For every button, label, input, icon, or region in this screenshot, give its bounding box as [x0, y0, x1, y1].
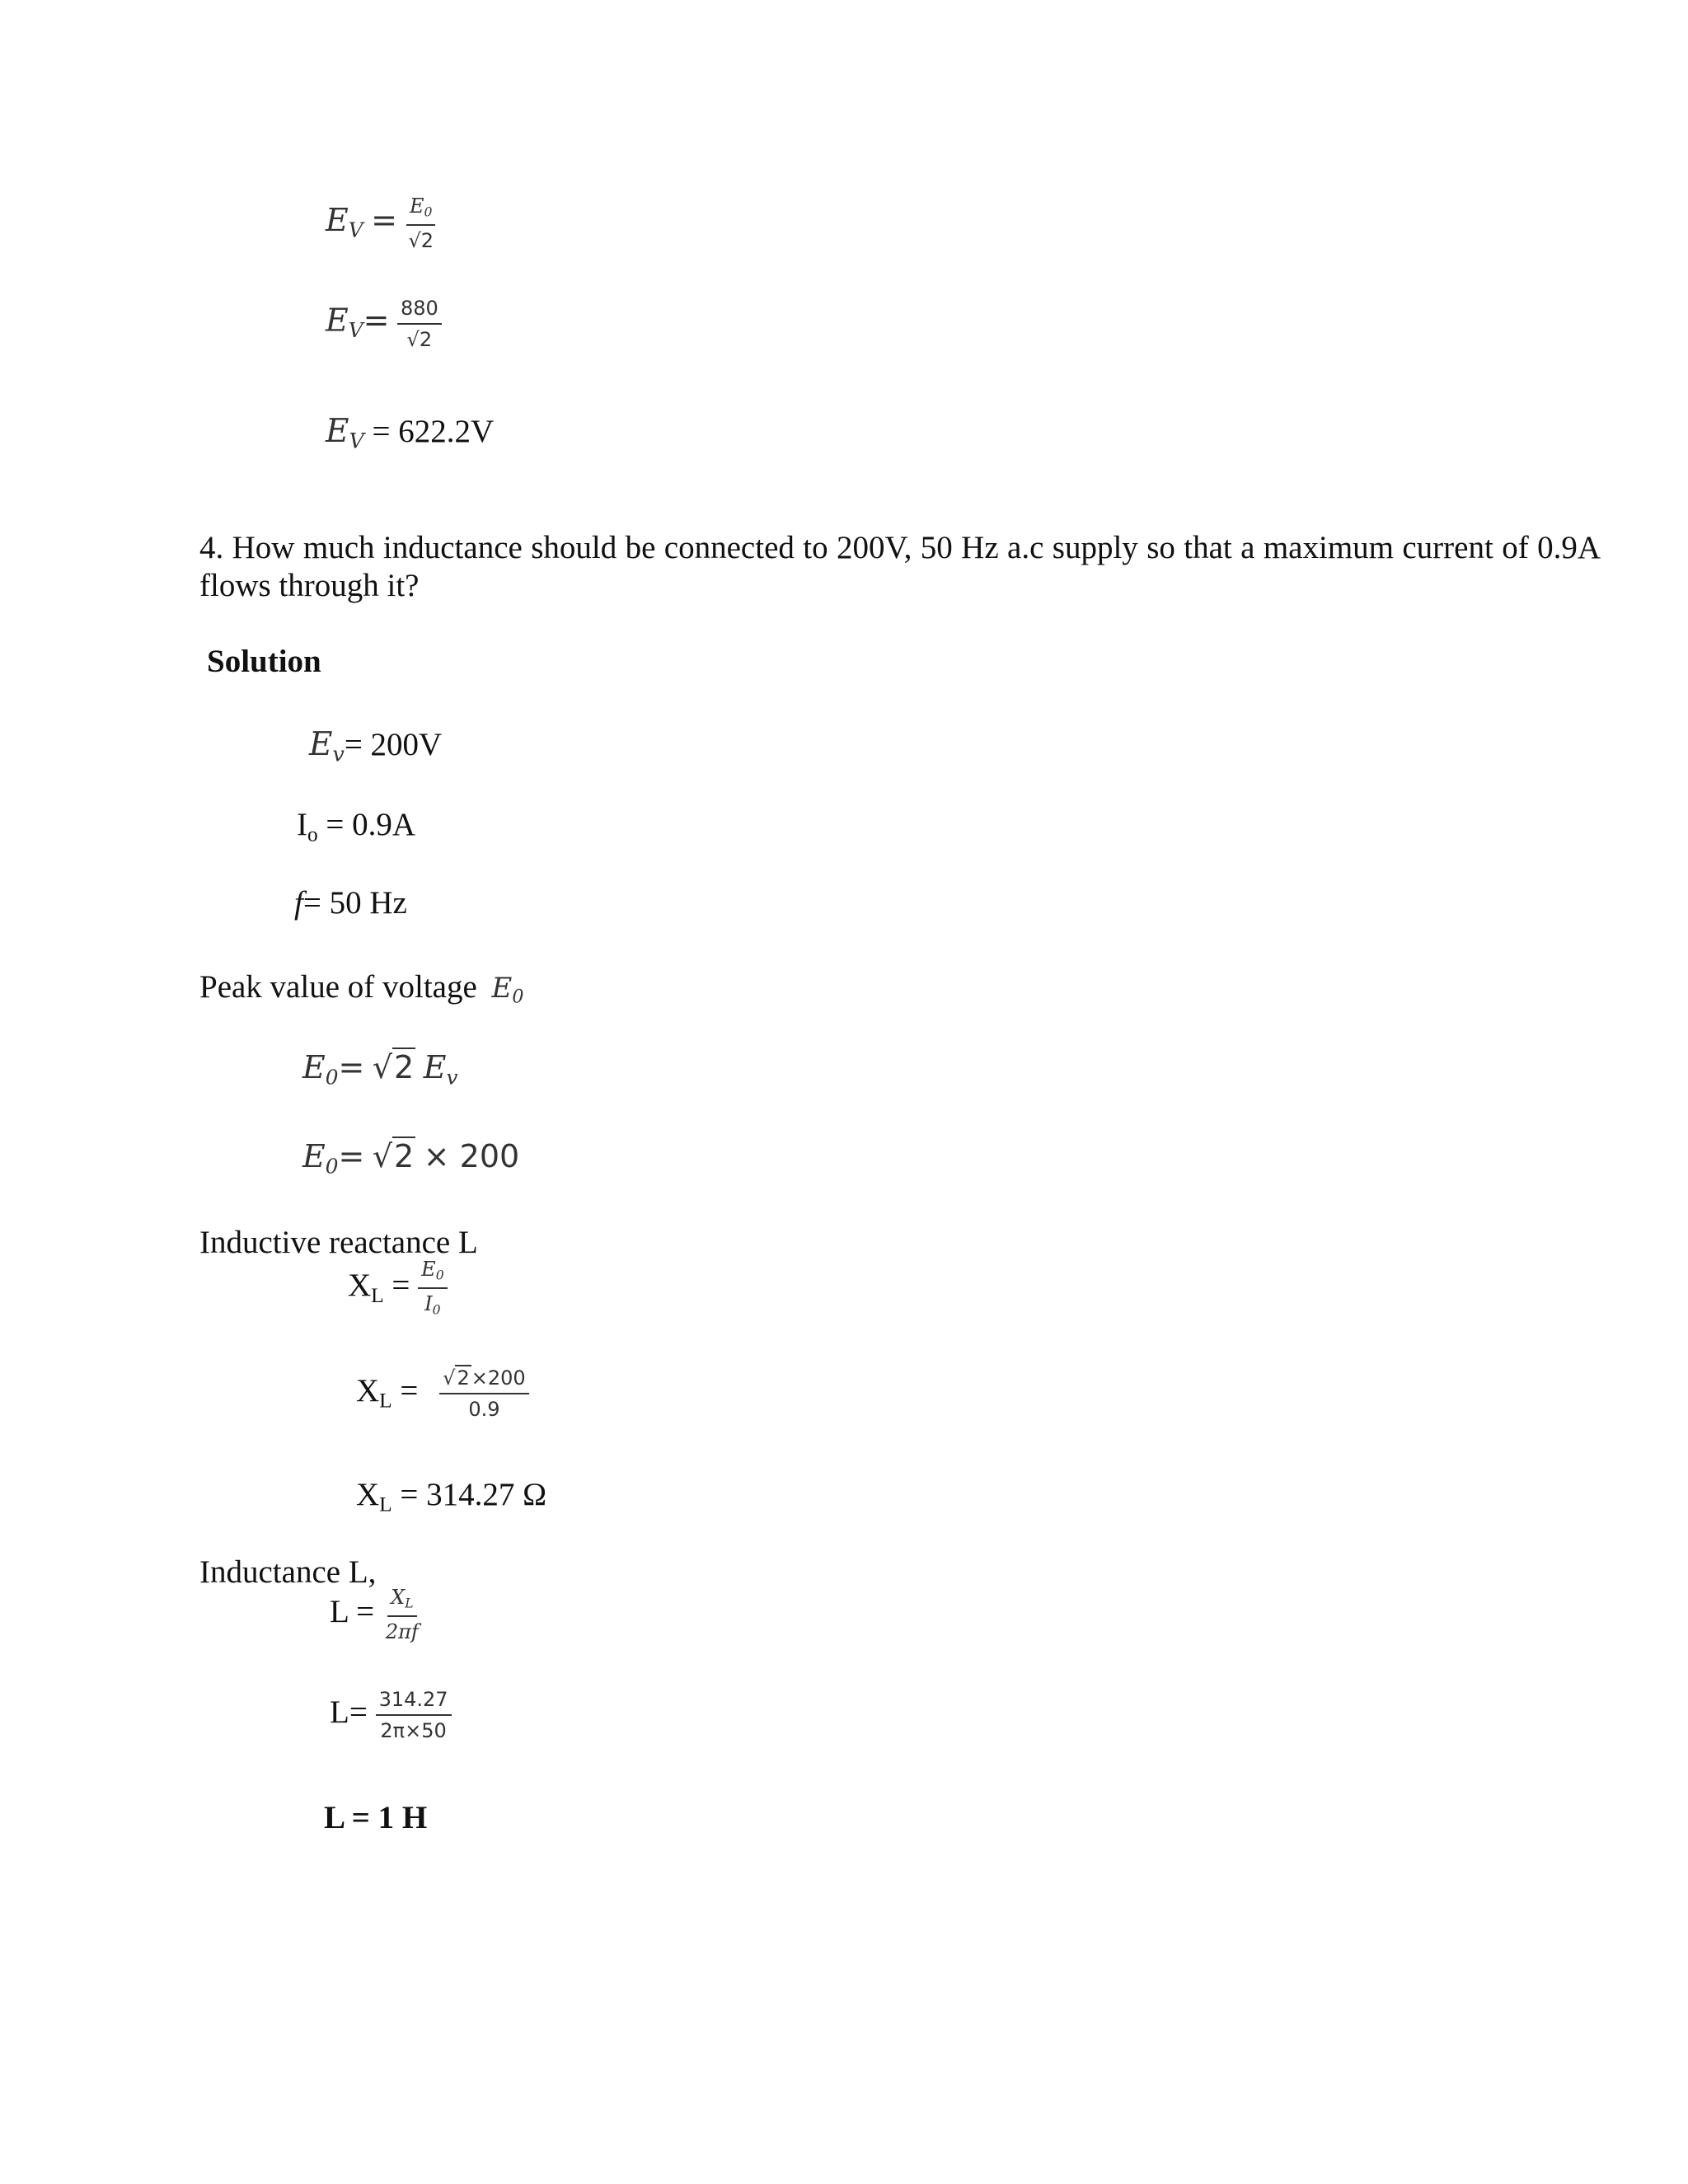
fraction: $\frac{314.27}{2\pi\times 50}$ [376, 1690, 452, 1741]
equation-ev-substitution: $E_V=$ $\frac{880}{√2}$ [326, 298, 442, 349]
equation-ev-result: $E_V = 622.2V$ [326, 413, 495, 453]
given-io: $I_o = 0.9A$ [297, 807, 416, 846]
equation-xl-result: $X_L = 314.27$ Ω [356, 1477, 547, 1516]
equation-ev-formula: $E_V$ = $\frac{E_0}{√2}$ [326, 196, 437, 251]
solution-heading: Solution [207, 644, 321, 679]
question-text: 4. How much inductance should be connected to 200V, 50 Hz a.c supply so that a maximum current of 0.9A flows through it? [199, 530, 1601, 603]
fraction: $\frac{880}{√2}$ [397, 298, 442, 349]
given-ev: $E_v= 200V$ [309, 726, 443, 766]
equation-xl-formula: $X_L$ = $\frac{E_0}{I_0}$ [348, 1259, 448, 1318]
final-answer: L = 1 H [324, 1800, 428, 1835]
equation-e0-formula: $E_0= √2$ $E_v$ [302, 1049, 458, 1090]
fraction: $\frac{√2\times 200}{0.9}$ [439, 1368, 529, 1419]
equation-l-formula: L = $\frac{X_L}{2\pi f}$ [330, 1587, 422, 1642]
peak-value-label: Peak value of voltage $E_0$ [199, 969, 524, 1008]
equation-l-substitution: L= $\frac{314.27}{2\pi\times 50}$ [330, 1690, 452, 1741]
fraction: $\frac{E_0}{I_0}$ [418, 1259, 447, 1318]
inductance-label: Inductance L, [199, 1554, 377, 1590]
reactance-label: Inductive reactance L [199, 1225, 478, 1260]
given-f: f= 50 Hz [294, 885, 407, 921]
equation-e0-substitution: $E_0= √2 \times 200$ [302, 1138, 520, 1179]
fraction: $\frac{X_L}{2\pi f}$ [385, 1586, 419, 1644]
equation-xl-substitution: $X_L$ = $\frac{√2\times 200}{0.9}$ [356, 1368, 529, 1419]
fraction: $\frac{E_0}{√2}$ [405, 196, 437, 251]
